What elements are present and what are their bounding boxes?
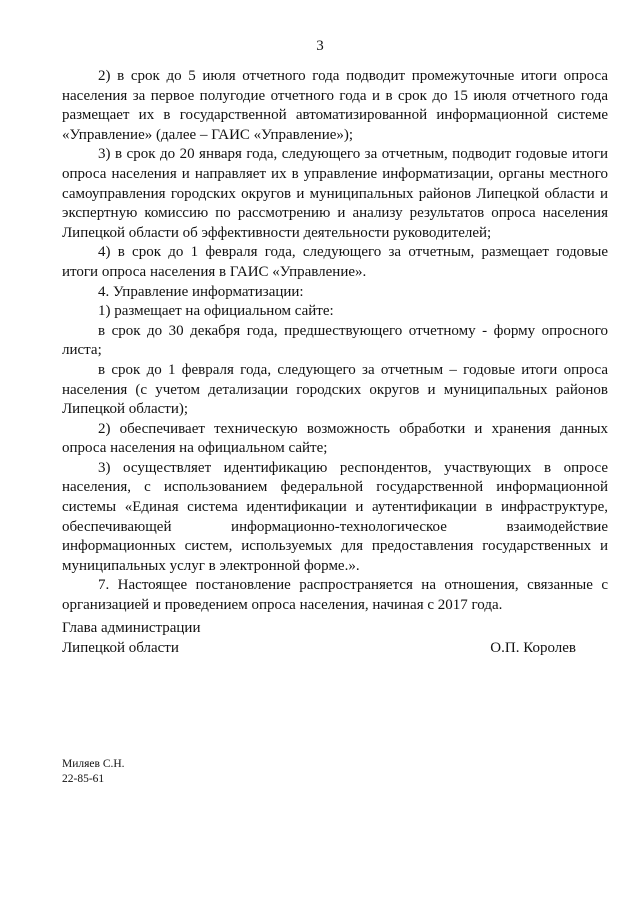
paragraph-subitem-3: 3) осуществляет идентификацию респондентов, участвующих в опросе населения, с использованием федеральной государственной информационной системы «Единая система идентификации и аутентификации в инфраструктуре, обеспечивающей информационно-технологическое взаимодействие информационных систем, используемых для предоставления государственных и муниципальных услуг в электронной форме.». (62, 459, 608, 574)
paragraph-deadline-december: в срок до 30 декабря года, предшествующего отчетному - форму опросного листа; (62, 322, 608, 359)
paragraph-item-2: 2) в срок до 5 июля отчетного года подводит промежуточные итоги опроса населения за первое полугодие отчетного года и в срок до 15 июля отчетного года размещает их в государственной автоматизированной информационной системе «Управление» (далее – ГАИС «Управление»); (62, 68, 608, 143)
paragraph-item-4: 4) в срок до 1 февраля года, следующего за отчетным, размещает годовые итоги опроса населения в ГАИС «Управление». (62, 244, 608, 280)
paragraph-item-3: 3) в срок до 20 января года, следующего за отчетным, подводит годовые итоги опроса населения и направляет их в управление информатизации, органы местного самоуправления городских округов и муниципальных районов Липецкой области и экспертную комиссию по рассмотрению и анализу результатов опроса населения Липецкой области об эффективности деятельности руководителей; (62, 146, 608, 241)
page-number: 3 (316, 38, 324, 54)
document-body (62, 67, 608, 616)
paragraph-clause-7: 7. Настоящее постановление распространяется на отношения, связанные с организацией и проведением опроса населения, начиная с 2017 года. (62, 577, 608, 614)
executor-block (62, 757, 125, 787)
executor-phone: 22-85-61 (62, 773, 105, 785)
paragraph-subitem-1: 1) размещает на официальном сайте: (98, 303, 334, 320)
paragraph-deadline-february: в срок до 1 февраля года, следующего за отчетным – годовые итоги опроса населения (с учетом детализации городских округов и муниципальных районов Липецкой области); (62, 361, 608, 418)
signatory-region: Липецкой области (62, 639, 179, 656)
section-heading: 4. Управление информатизации: (98, 283, 304, 300)
executor-name: Миляев С.Н. (62, 758, 125, 770)
signature-block (62, 619, 576, 658)
paragraph-subitem-2: 2) обеспечивает техническую возможность обработки и хранения данных опроса населения на официальном сайте; (62, 420, 608, 457)
signatory-name: О.П. Королев (490, 639, 576, 656)
signatory-position: Глава администрации (62, 620, 201, 636)
